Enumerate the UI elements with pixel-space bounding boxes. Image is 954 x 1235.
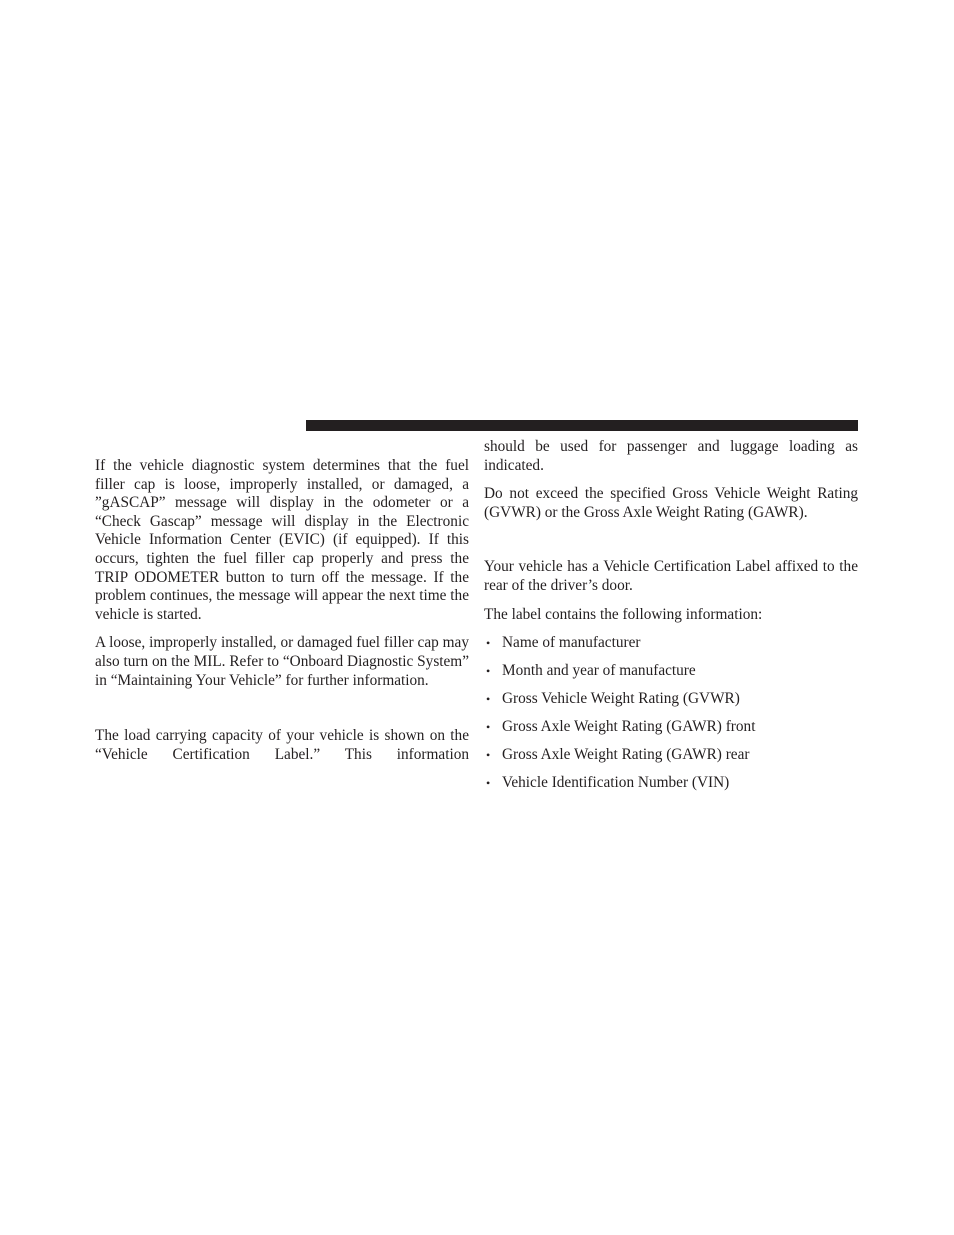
- bullet-icon: •: [486, 664, 491, 679]
- list-item-text: Month and year of manufacture: [502, 662, 696, 680]
- list-item: [484, 634, 858, 653]
- list-item-text: Gross Axle Weight Rating (GAWR) front: [502, 718, 756, 736]
- left-column: [95, 457, 469, 774]
- list-item-text: Name of manufacturer: [502, 634, 641, 652]
- load-capacity-paragraph: The load carrying capacity of your vehicle is shown on the “Vehicle Certification Label.” This information: [95, 727, 469, 763]
- section-spacer: [95, 700, 469, 727]
- weight-rating-paragraph: Do not exceed the specified Gross Vehicle Weight Rating (GVWR) or the Gross Axle Weight Rating (GAWR).: [484, 485, 858, 521]
- list-item: [484, 746, 858, 765]
- list-item-text: Gross Axle Weight Rating (GAWR) rear: [502, 746, 750, 764]
- bullet-icon: •: [486, 776, 491, 791]
- right-column: [484, 438, 858, 802]
- bullet-icon: •: [486, 692, 491, 707]
- loading-usage-paragraph: should be used for passenger and luggage loading as indicated.: [484, 438, 858, 474]
- list-item: [484, 690, 858, 709]
- certification-label-paragraph: Your vehicle has a Vehicle Certification Label affixed to the rear of the driver’s door.: [484, 558, 858, 594]
- bullet-icon: •: [486, 636, 491, 651]
- mil-warning-paragraph: A loose, improperly installed, or damaged fuel filler cap may also turn on the MIL. Refer to “Onboard Diagnostic System” in “Maintaining Your Vehicle” for further information.: [95, 634, 469, 689]
- section-header-bar: [306, 420, 858, 431]
- list-item-text: Gross Vehicle Weight Rating (GVWR): [502, 690, 740, 708]
- list-item: [484, 662, 858, 681]
- list-item-text: Vehicle Identification Number (VIN): [502, 774, 730, 792]
- bullet-icon: •: [486, 748, 491, 763]
- list-item: [484, 718, 858, 737]
- list-item: [484, 774, 858, 793]
- gascap-message-paragraph: If the vehicle diagnostic system determines that the fuel filler cap is loose, improperly installed, or damaged, a ”gASCAP” message will display in the odometer or a “Check Gascap” message will display in the Electronic Vehicle Information Center (EVIC) (if equipped). If this occurs, tighten the fuel filler cap properly and press the TRIP ODOMETER button to turn off the message. If the problem continues, the message will appear the next time the vehicle is started.: [95, 457, 469, 623]
- label-contents-intro: The label contains the following information:: [484, 605, 763, 623]
- section-spacer: [484, 532, 858, 558]
- label-contents-list: [484, 634, 858, 793]
- bullet-icon: •: [486, 720, 491, 735]
